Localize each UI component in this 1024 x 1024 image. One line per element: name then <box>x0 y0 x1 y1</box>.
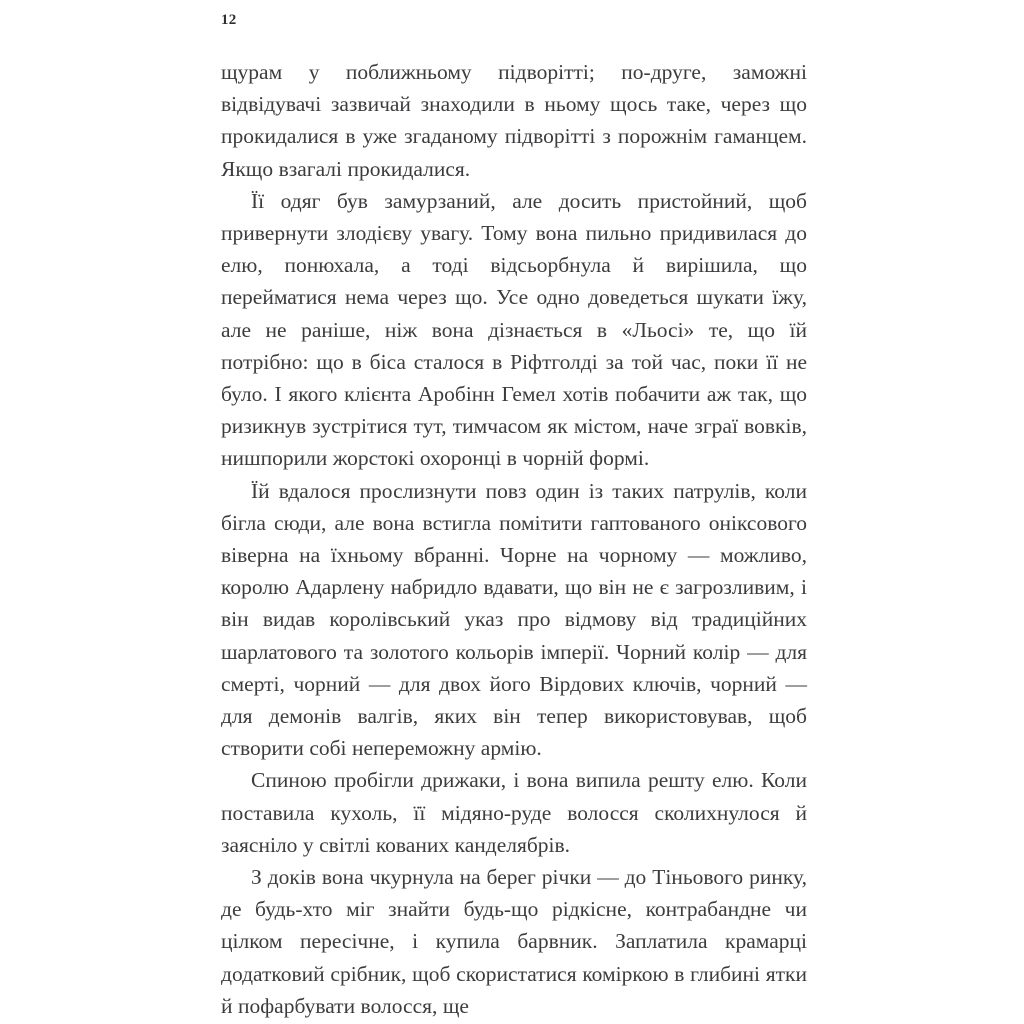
page-number: 12 <box>221 12 237 28</box>
paragraph: З доків вона чкурнула на берег річки — до Тіньового ринку, де будь-хто міг знайти будь-що рідкісне, контрабандне чи цілком пересічне, і купила барвник. Заплатила крамарці додатковий срібник, щоб скористатися коміркою в глибині ятки й пофарбувати волосся, ще <box>221 865 807 1018</box>
paragraph: Її одяг був замурзаний, але досить пристойний, щоб привернути злодієву увагу. Тому вона пильно придивилася до елю, понюхала, а тоді відсьорбнула й вирішила, що перейматися нема через що. Усе одно доведеться шукати їжу, але не раніше, ніж вона дізнається в «Льосі» те, що їй потрібно: що в біса сталося в Ріфтголді за той час, поки її не було. І якого клієнта Аробінн Гемел хотів побачити аж так, що ризикнув зустрітися тут, тимчасом як містом, наче зграї вовків, нишпорили жорстокі охоронці в чорній формі. <box>221 188 807 471</box>
paragraph: Спиною пробігли дрижаки, і вона випила решту елю. Коли поставила кухоль, її мідяно-руде волосся сколихнулося й заясніло у світлі кованих канделябрів. <box>221 768 807 857</box>
body-text <box>221 56 807 1022</box>
paragraph: Їй вдалося прослизнути повз один із таких патрулів, коли бігла сюди, але вона встигла помітити гаптованого оніксового віверна на їхньому вбранні. Чорне на чорному — можливо, королю Адарлену набридло вдавати, що він не є загрозливим, і він видав королівський указ про відмову від традиційних шарлатового та золотого кольорів імперії. Чорний колір — для смерті, чорний — для двох його Вірдових ключів, чорний — для демонів валгів, яких він тепер використовував, щоб створити собі непереможну армію. <box>221 478 807 761</box>
paragraph: щурам у поближньому підворітті; по-друге, заможні відвідувачі зазвичай знаходили в ньому щось таке, через що прокидалися в уже згаданому підворітті з порожнім гаманцем. Якщо взагалі прокидалися. <box>221 60 807 181</box>
